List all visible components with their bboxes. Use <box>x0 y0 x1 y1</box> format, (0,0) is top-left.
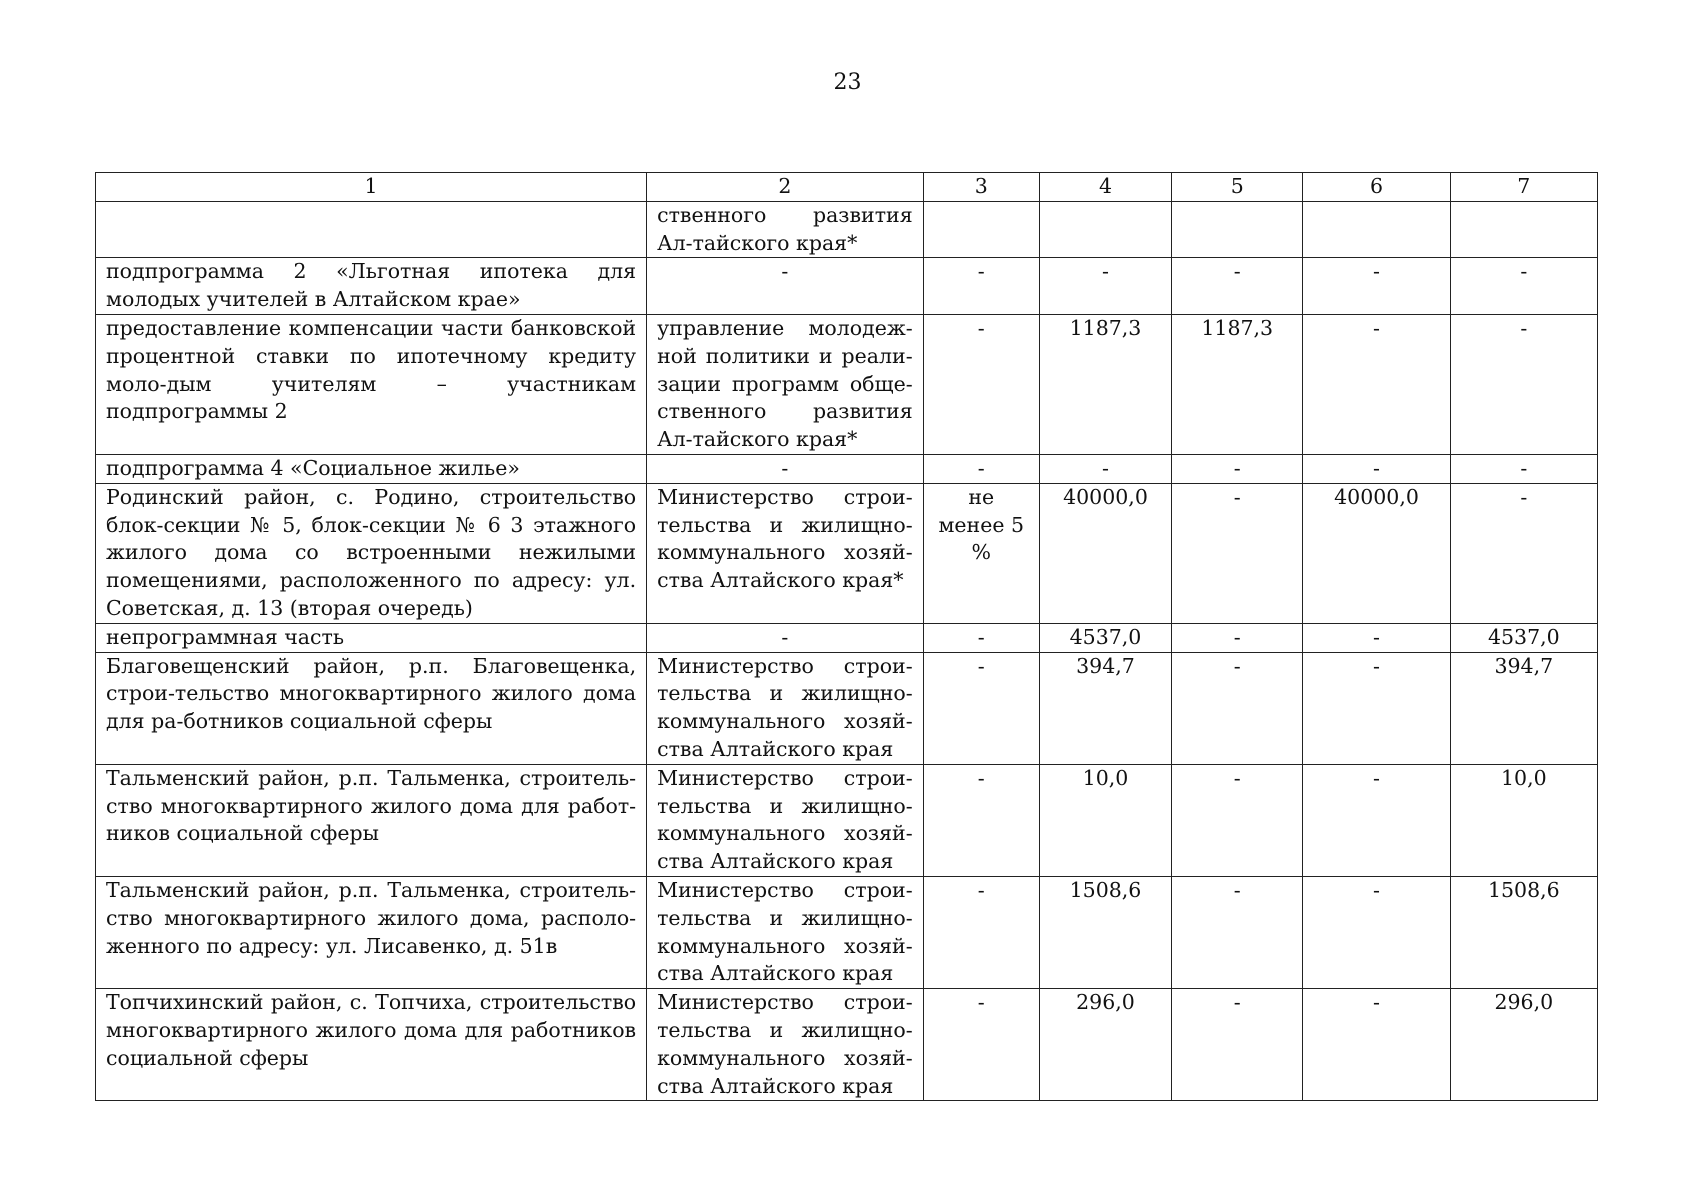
regional-cell: - <box>1303 876 1450 988</box>
description-cell <box>96 201 647 258</box>
share-cell: - <box>923 623 1039 652</box>
regional-cell: - <box>1303 764 1450 876</box>
share-cell: не менее 5 % <box>923 483 1039 623</box>
federal-cell: - <box>1172 483 1303 623</box>
regional-cell: - <box>1303 989 1450 1101</box>
federal-cell: 1187,3 <box>1172 314 1303 454</box>
share-cell <box>923 201 1039 258</box>
total-cell: 296,0 <box>1039 989 1171 1101</box>
table-row <box>96 201 1598 258</box>
column-number-5: 5 <box>1172 173 1303 202</box>
description-cell: подпрограмма 2 «Льготная ипотека для молодых учителей в Алтайском крае» <box>96 258 647 315</box>
table-row <box>96 989 1598 1101</box>
total-cell: 4537,0 <box>1039 623 1171 652</box>
total-cell: - <box>1039 454 1171 483</box>
federal-cell: - <box>1172 652 1303 764</box>
total-cell: 1508,6 <box>1039 876 1171 988</box>
description-cell: Тальменский район, р.п. Тальменка, строитель-ство многоквартирного жилого дома для работ-ников социальной сферы <box>96 764 647 876</box>
description-cell: подпрограмма 4 «Социальное жилье» <box>96 454 647 483</box>
column-number-2: 2 <box>647 173 924 202</box>
other-cell: - <box>1450 454 1597 483</box>
table-row <box>96 876 1598 988</box>
table-row <box>96 652 1598 764</box>
regional-cell <box>1303 201 1450 258</box>
regional-cell: - <box>1303 454 1450 483</box>
responsible-org-cell: Министерство строи-тельства и жилищно-коммунального хозяй-ства Алтайского края <box>647 764 924 876</box>
federal-cell: - <box>1172 454 1303 483</box>
regional-cell: - <box>1303 652 1450 764</box>
share-cell: - <box>923 652 1039 764</box>
column-number-1: 1 <box>96 173 647 202</box>
description-cell: Топчихинский район, с. Топчиха, строительство многоквартирного жилого дома для работников социальной сферы <box>96 989 647 1101</box>
table-row <box>96 314 1598 454</box>
other-cell: 10,0 <box>1450 764 1597 876</box>
responsible-org-cell: ственного развития Ал-тайского края* <box>647 201 924 258</box>
share-cell: - <box>923 876 1039 988</box>
responsible-org-cell: - <box>647 258 924 315</box>
other-cell: - <box>1450 258 1597 315</box>
description-cell: Родинский район, с. Родино, строительство блок-секции № 5, блок-секции № 6 3 этажного жилого дома со встроенными нежилыми помещениями, расположенного по адресу: ул. Советская, д. 13 (вторая очередь) <box>96 483 647 623</box>
other-cell: 296,0 <box>1450 989 1597 1101</box>
page-number: 23 <box>833 70 862 95</box>
federal-cell: - <box>1172 623 1303 652</box>
share-cell: - <box>923 989 1039 1101</box>
total-cell: 394,7 <box>1039 652 1171 764</box>
federal-cell: - <box>1172 989 1303 1101</box>
responsible-org-cell: Министерство строи-тельства и жилищно-коммунального хозяй-ства Алтайского края <box>647 876 924 988</box>
table-row <box>96 258 1598 315</box>
other-cell: 4537,0 <box>1450 623 1597 652</box>
table-row <box>96 764 1598 876</box>
share-cell: - <box>923 454 1039 483</box>
column-number-4: 4 <box>1039 173 1171 202</box>
table-row <box>96 454 1598 483</box>
table-row <box>96 483 1598 623</box>
responsible-org-cell: управление молодеж-ной политики и реали-зации программ обще-ственного развития Ал-тайского края* <box>647 314 924 454</box>
total-cell: 10,0 <box>1039 764 1171 876</box>
federal-cell: - <box>1172 764 1303 876</box>
responsible-org-cell: - <box>647 454 924 483</box>
regional-cell: 40000,0 <box>1303 483 1450 623</box>
other-cell: - <box>1450 314 1597 454</box>
column-number-row <box>96 173 1598 202</box>
other-cell: 1508,6 <box>1450 876 1597 988</box>
description-cell: предоставление компенсации части банковской процентной ставки по ипотечному кредиту моло-дым учителям – участникам подпрограммы 2 <box>96 314 647 454</box>
responsible-org-cell: Министерство строи-тельства и жилищно-коммунального хозяй-ства Алтайского края <box>647 652 924 764</box>
regional-cell: - <box>1303 623 1450 652</box>
column-number-7: 7 <box>1450 173 1597 202</box>
regional-cell: - <box>1303 258 1450 315</box>
responsible-org-cell: Министерство строи-тельства и жилищно-коммунального хозяй-ства Алтайского края <box>647 989 924 1101</box>
description-cell: непрограммная часть <box>96 623 647 652</box>
column-number-6: 6 <box>1303 173 1450 202</box>
total-cell: 1187,3 <box>1039 314 1171 454</box>
table-row <box>96 623 1598 652</box>
total-cell: 40000,0 <box>1039 483 1171 623</box>
federal-cell: - <box>1172 876 1303 988</box>
responsible-org-cell: - <box>647 623 924 652</box>
other-cell <box>1450 201 1597 258</box>
total-cell <box>1039 201 1171 258</box>
other-cell: - <box>1450 483 1597 623</box>
total-cell: - <box>1039 258 1171 315</box>
responsible-org-cell: Министерство строи-тельства и жилищно-коммунального хозяй-ства Алтайского края* <box>647 483 924 623</box>
description-cell: Тальменский район, р.п. Тальменка, строитель-ство многоквартирного жилого дома, располо-женного по адресу: ул. Лисавенко, д. 51в <box>96 876 647 988</box>
share-cell: - <box>923 314 1039 454</box>
regional-cell: - <box>1303 314 1450 454</box>
federal-cell: - <box>1172 258 1303 315</box>
share-cell: - <box>923 764 1039 876</box>
table-body <box>96 201 1598 1101</box>
data-table <box>95 172 1598 1101</box>
column-number-3: 3 <box>923 173 1039 202</box>
other-cell: 394,7 <box>1450 652 1597 764</box>
description-cell: Благовещенский район, р.п. Благовещенка, строи-тельство многоквартирного жилого дома для ра-ботников социальной сферы <box>96 652 647 764</box>
federal-cell <box>1172 201 1303 258</box>
share-cell: - <box>923 258 1039 315</box>
